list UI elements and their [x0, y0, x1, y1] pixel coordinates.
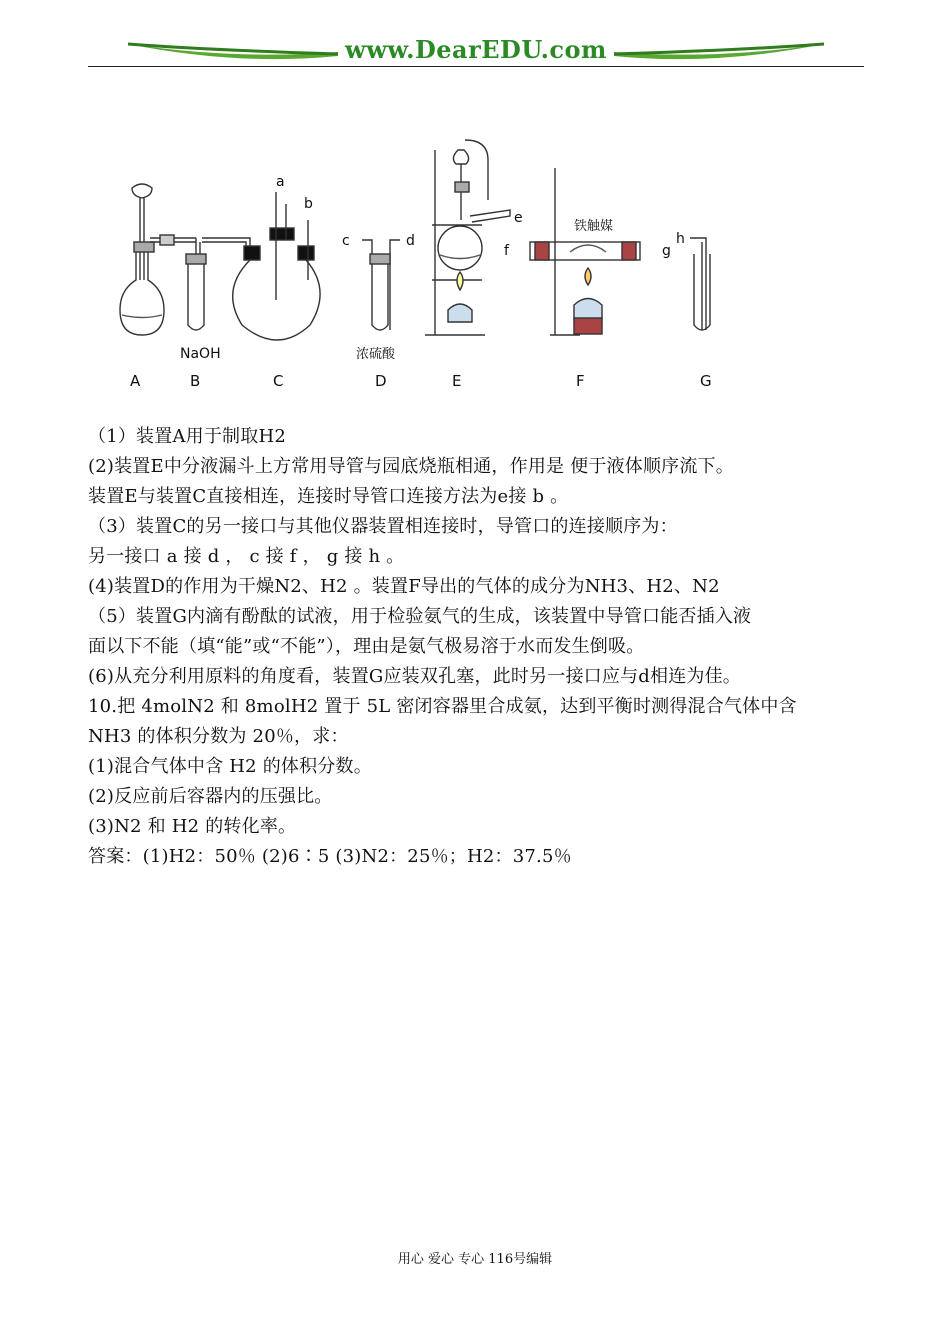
- label-g: g: [662, 243, 671, 259]
- text-line: （3）装置C的另一接口与其他仪器装置相连接时，导管口的连接顺序为：: [88, 516, 678, 537]
- apparatus-d: [362, 240, 400, 330]
- apparatus-c: [233, 192, 320, 340]
- apparatus-g: [690, 238, 710, 330]
- apparatus-letter: F: [576, 372, 585, 390]
- label-catalyst: 铁触媒: [574, 219, 614, 234]
- text-line: (1)混合气体中含 H2 的体积分数。: [88, 756, 372, 777]
- apparatus-b: [186, 238, 250, 330]
- apparatus-letter: A: [130, 372, 141, 390]
- label-a: a: [276, 174, 285, 190]
- label-c: c: [342, 233, 350, 249]
- label-conc-acid: 浓硫酸: [356, 347, 396, 362]
- label-f: f: [504, 243, 509, 259]
- apparatus-f: [530, 168, 640, 335]
- apparatus-letter: G: [700, 372, 712, 390]
- site-brand[interactable]: www.DearEDU.com: [345, 35, 607, 64]
- text-line: 面以下不能（填“能”或“不能”），理由是氨气极易溶于水而发生倒吸。: [88, 636, 645, 657]
- text-line: (2)反应前后容器内的压强比。: [88, 786, 333, 807]
- text-line: (6)从充分利用原料的角度看，装置G应装双孔塞，此时另一接口应与d相连为佳。: [88, 666, 741, 687]
- label-d: d: [406, 233, 415, 249]
- label-e: e: [514, 210, 523, 226]
- text-line: 10.把 4molN2 和 8molH2 置于 5L 密闭容器里合成氨，达到平衡时测得混合气体中含: [88, 696, 797, 717]
- page-header: [88, 30, 864, 70]
- label-h: h: [676, 231, 685, 247]
- header-rule: [88, 66, 864, 67]
- text-line: (2)装置E中分液漏斗上方常用导管与园底烧瓶相通，作用是 便于液体顺序流下。: [88, 456, 734, 477]
- text-line: (3)N2 和 H2 的转化率。: [88, 816, 297, 837]
- text-line: (4)装置D的作用为干燥N2、H2 。装置F导出的气体的成分为NH3、H2、N2: [88, 576, 720, 597]
- text-line: 另一接口 a 接 d ， c 接 f ， g 接 h 。: [88, 546, 405, 567]
- label-naoh: NaOH: [180, 346, 221, 362]
- apparatus-diagram: [110, 130, 740, 400]
- text-line: NH3 的体积分数为 20％，求：: [88, 726, 349, 747]
- apparatus-e: [425, 140, 510, 335]
- answer-line: 答案：(1)H2：50％ (2)6∶5 (3)N2：25％；H2：37.5％: [88, 846, 572, 867]
- text-line: 装置E与装置C直接相连，连接时导管口连接方法为e接 b 。: [88, 486, 569, 507]
- apparatus-letter: E: [452, 372, 462, 390]
- page-footer: 用心 爱心 专心 116号编辑: [397, 1252, 553, 1267]
- text-line: （5）装置G内滴有酚酞的试液，用于检验氨气的生成，该装置中导管口能否插入液: [88, 606, 752, 627]
- apparatus-letter: D: [375, 372, 387, 390]
- apparatus-letter: B: [190, 372, 201, 390]
- text-line: （1）装置A用于制取H2: [88, 426, 286, 447]
- label-b: b: [304, 196, 313, 212]
- apparatus-letter: C: [273, 372, 284, 390]
- document-body: [88, 422, 878, 872]
- apparatus-a: [120, 184, 196, 335]
